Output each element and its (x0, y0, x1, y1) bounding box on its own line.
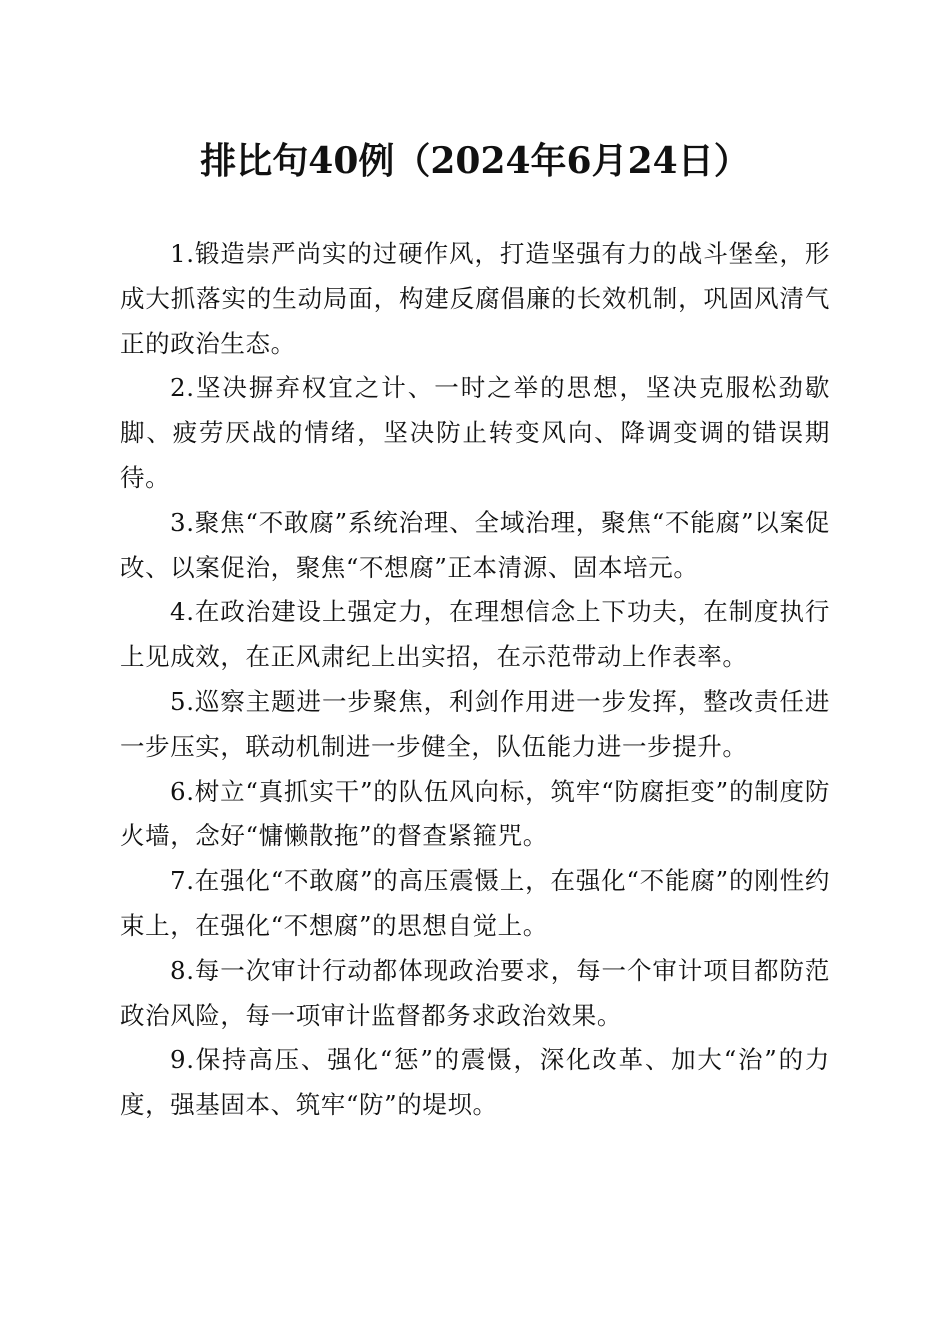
paragraph-3: 3.聚焦“不敢腐”系统治理、全域治理，聚焦“不能腐”以案促改、以案促治，聚焦“不想腐”正本清源、固本培元。 (120, 507, 830, 582)
paragraph-9: 9.保持高压、强化“惩”的震慑，深化改革、加大“治”的力度，强基固本、筑牢“防”的堤坝。 (120, 1045, 830, 1120)
paragraph-2: 2.坚决摒弃权宜之计、一时之举的思想，坚决克服松劲歇脚、疲劳厌战的情绪，坚决防止转变风向、降调变调的错误期待。 (120, 373, 830, 492)
paragraph-8: 8.每一次审计行动都体现政治要求，每一个审计项目都防范政治风险，每一项审计监督都务求政治效果。 (120, 955, 830, 1030)
document-title: 排比句40例（2024年6月24日） (200, 140, 750, 182)
document-body (120, 232, 830, 1128)
paragraph-6: 6.树立“真抓实干”的队伍风向标，筑牢“防腐拒变”的制度防火墙，念好“慵懒散拖”的督查紧箍咒。 (120, 776, 830, 851)
paragraph-7: 7.在强化“不敢腐”的高压震慑上，在强化“不能腐”的刚性约束上，在强化“不想腐”的思想自觉上。 (120, 866, 830, 940)
paragraph-1: 1.锻造崇严尚实的过硬作风，打造坚强有力的战斗堡垒，形成大抓落实的生动局面，构建反腐倡廉的长效机制，巩固风清气正的政治生态。 (120, 239, 830, 358)
paragraph-4: 4.在政治建设上强定力，在理想信念上下功夫，在制度执行上见成效，在正风肃纪上出实招，在示范带动上作表率。 (120, 597, 830, 672)
paragraph-5: 5.巡察主题进一步聚焦，利剑作用进一步发挥，整改责任进一步压实，联动机制进一步健全，队伍能力进一步提升。 (120, 686, 830, 761)
